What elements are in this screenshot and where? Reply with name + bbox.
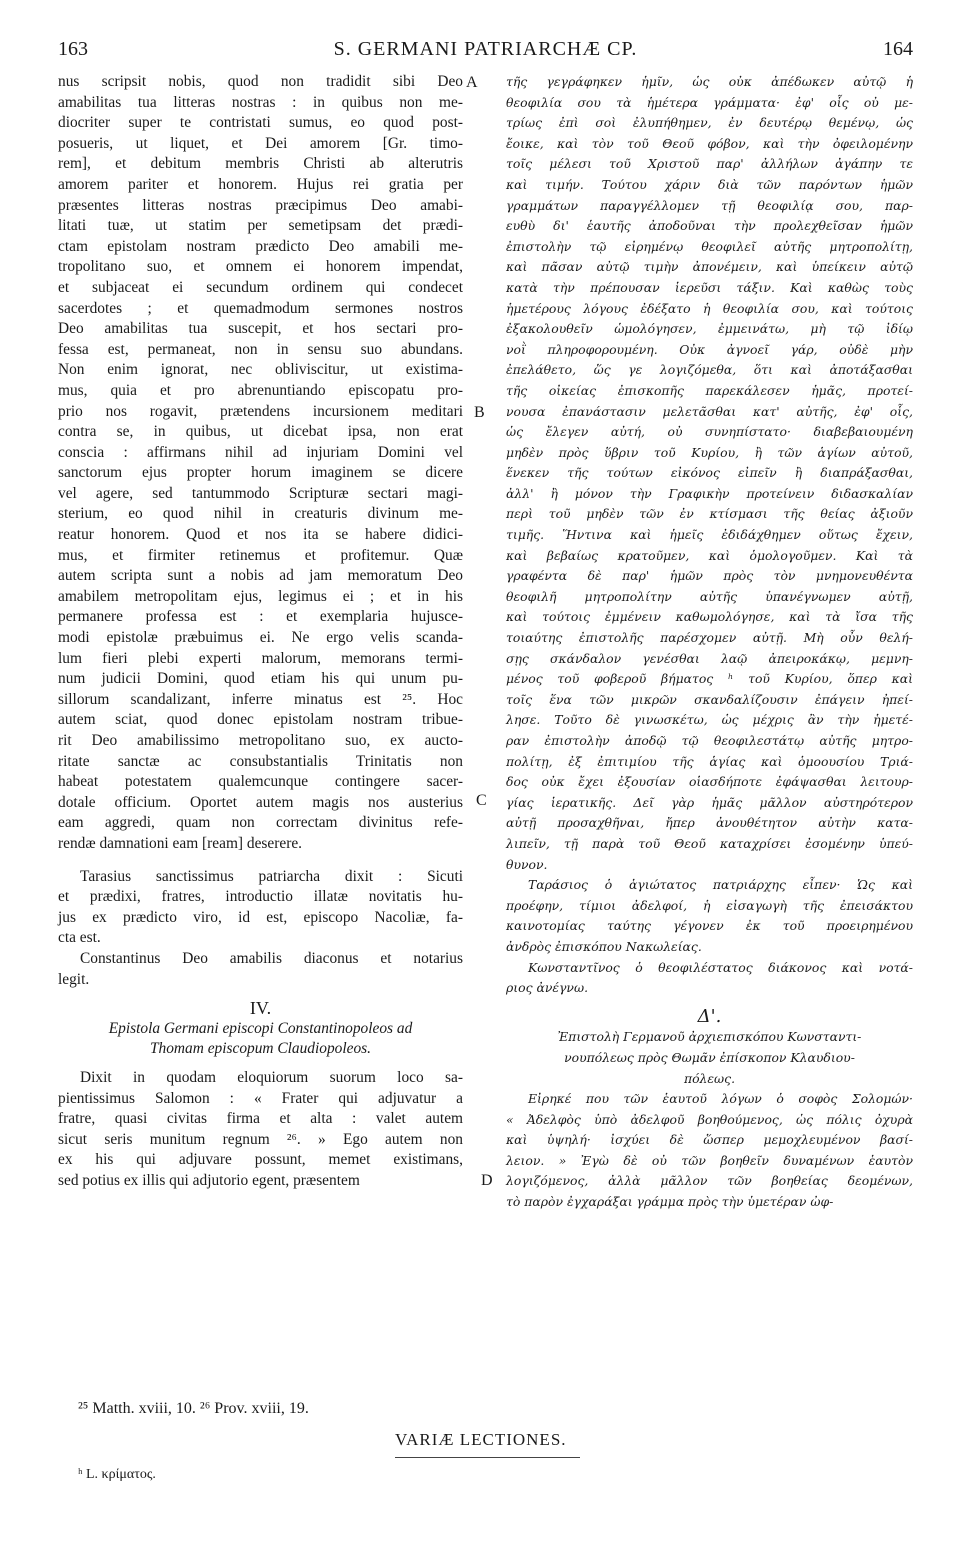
margin-letter-c: C (476, 792, 487, 809)
text-line: Dixit in quodam eloquiorum suorum loco sa- (80, 1068, 463, 1086)
text-line: ἀνδρὸς ἐπισκόπου Νακωλείας. (506, 938, 702, 954)
section-gap (58, 1060, 463, 1068)
text-line: dotale officium. Oportet autem magis nos austerius (58, 793, 463, 811)
text-line: ραν ἐπιστολὴν ἀποδῷ τῷ θεοφιλεστάτῳ αὐτῆς μητρο- (506, 733, 913, 748)
heading-rule (395, 1457, 580, 1458)
text-line: cta est. (58, 929, 101, 947)
margin-letter-a: A (466, 74, 478, 91)
text-line: τοιαύτης ἐπιστολῆς παρέσχομεν αὐτῇ. Μὴ οὖν θελή- (506, 630, 913, 646)
text-line: τὸ παρὸν ἐγχαράξαι γράμμα πρὸς τὴν ὑμετέραν ὠφ- (506, 1194, 834, 1210)
text-line: τῆς οἰκείας ἐπισκοπῆς παρεκάλεσεν ἡμᾶς, προτεί- (506, 382, 913, 398)
text-line: θεοφιλία σου τὰ ἡμέτερα γράμματα· ἐφ' οἷς οὐ με- (506, 94, 913, 110)
running-header (58, 38, 913, 64)
section-number: Δ'. (697, 1005, 722, 1027)
text-line: γραμμάτων παραγγέλλομεν τῇ θεοφιλίᾳ σου, παρ- (506, 197, 913, 213)
text-line: reatur honorem. Quod et nos ita se habere didici- (58, 526, 463, 544)
text-line: conscia : affirmans nihil ad injuriam Domini vel (58, 443, 463, 461)
text-line: mus, quia et pro abrenuntiando episcopatu pro- (58, 381, 463, 399)
text-line: ex his qui adjuvare possunt, memet existimans, (58, 1151, 463, 1169)
section-heading-line: πόλεως. (683, 1070, 736, 1086)
text-line: λιπεῖν, τῇ παρὰ τοῦ Θεοῦ καταχρίσει ἐσομένην ὑπεύ- (506, 835, 913, 851)
text-line: τιμῆς. Ἥντινα καὶ ἡμεῖς ἐδιδάχθημεν οὕτως ἔχειν, (506, 527, 913, 543)
text-line: δος οὐκ ἔχει ἐξουσίαν οἱασδήποτε ἐφάψασθαι λειτουρ- (506, 774, 913, 790)
text-line: sterium, eo quod nihil in creaturis divinum me- (58, 505, 463, 523)
text-line: πολίτῃ, ἐξ ἐπιτιμίου τῆς ἁγίας καὶ ὁμοουσίου Τριά- (506, 753, 913, 769)
text-line: τρίως ἐπὶ σοὶ ἐλυπήθημεν, ἐν δευτέρῳ θεμένῳ, ὡς (506, 115, 913, 131)
text-line: autem scripta sunt a nobis ad jam memoratum Deo (58, 567, 463, 585)
text-line: ἀλλ' ἢ μόνον τὴν Γραφικὴν προτείνειν διδασκαλίαν (506, 485, 913, 501)
text-line: αὐτῇ προσαχθῆναι, ἤπερ ἀνουθέτητον αὐτὴν κατα- (506, 815, 913, 831)
text-line: λειον. » Ἐγὼ δὲ οὐ τῶν βοηθεῖν δυναμένων ἑαυτὸν (506, 1152, 913, 1168)
text-line: rem], et debitum membris Christi ab alterutris (58, 155, 463, 173)
text-line: autem sciat, quod donec epistolam nostram tribue- (58, 711, 463, 729)
text-line: Tarasius sanctissimus patriarcha dixit : Sicuti (80, 867, 463, 885)
text-line: Κωνσταντῖνος ὁ θεοφιλέστατος διάκονος καὶ νοτά- (528, 959, 913, 975)
text-line: γίας ἱερατικῆς. Δεῖ γὰρ ἡμᾶς μᾶλλον αὐστηρότερον (506, 794, 913, 810)
section-number: IV. (249, 998, 272, 1019)
text-line: sicut seris munitum regnum ²⁶. » Ego autem non (58, 1130, 463, 1148)
text-line: vel agere, sed tantummodo Scripturæ sectari magi- (58, 484, 463, 502)
text-line: Non enim ignorat, nec obliviscitur, ut existima- (58, 361, 463, 379)
text-line: μηδὲν πρὸς ὕβριν τοῦ Κυρίου, ἢ τῶν ἁγίων αὐτοῦ, (506, 444, 913, 460)
text-line: καὶ πᾶσαν αὐτῷ τιμὴν ἀπονέμειν, καὶ ὑπείκειν αὐτῷ (506, 259, 913, 275)
text-line: nus scripsit nobis, quod non tradidit sibi Deo (58, 73, 463, 90)
text-line: Εἰρηκέ που τῶν ἑαυτοῦ λόγων ὁ σοφὸς Σολομών· (528, 1091, 913, 1107)
text-line: θεοφιλῆ μητροπολίτην αὐτῆς ὑπανέγνωμεν αὐτῇ, (506, 588, 913, 604)
text-line: κατὰ τὴν πρέπουσαν ἱερεῦσι τάξιν. Καὶ καθὼς τοὺς (506, 279, 913, 295)
text-line: τῆς γεγράφηκεν ἡμῖν, ὡς οὐκ ἀπέδωκεν αὐτῷ ἡ (506, 74, 913, 89)
page-number-right: 164 (883, 38, 913, 60)
text-line: τοῖς ἕνα τῶν μικρῶν σκανδαλίζουσιν ἐπάγειν ἠπεί- (506, 691, 913, 707)
text-line: sed potius ex illis qui adjutorio egent, præsentem (58, 1171, 360, 1189)
text-line: καινοτομίας ταύτης γέγονεν ἐκ τοῦ προειρημένου (506, 918, 913, 934)
text-line: ἔοικε, καὶ τὸν τοῦ Θεοῦ φόβον, καὶ τὴν ὀφειλομένην (506, 135, 913, 151)
text-line: prio nos rogavit, prætendens incursionem meditari (58, 402, 463, 420)
variae-lectiones-heading: VARIÆ LECTIONES. (395, 1430, 567, 1449)
text-line: pientissimus Salomon : « Frater qui adjuvatur a (58, 1089, 463, 1107)
text-line: amabilitas tua litteras nostras : in quibus non me- (58, 93, 463, 111)
margin-letter-d: D (481, 1172, 493, 1189)
text-line: καὶ τιμήν. Τούτου χάριν διὰ τῶν παρόντων ἡμῶν (506, 176, 913, 192)
text-line: præsentes litteras nostras præcipimus Deo amabi- (58, 196, 463, 214)
section-heading-line: Epistola Germani episcopi Constantinopoleos ad (108, 1019, 413, 1037)
text-line: περὶ τοῦ μηδὲν τῶν ἐν κτίσμασι τῆς θείας ἀξιοῦν (506, 506, 913, 522)
text-line: ctam epistolam nostram prædicto Deo amabili me- (58, 237, 463, 255)
text-line: fratre, quasi civitas firma et alta : valet autem (58, 1110, 463, 1128)
text-line: καὶ βεβαίως κρατοῦμεν, καὶ ὁμολογοῦμεν. Καὶ τὰ (506, 547, 913, 563)
text-line: προέφην, τίμιοι ἀδελφοί, ἡ εἰσαγωγὴ τῆς ἐπεισάκτου (506, 897, 913, 913)
text-line: καὶ τούτοις ἐμμένειν καθωμολόγησε, καὶ τὰ ἴσα τῆς (506, 609, 913, 625)
text-line: ἐπελάθετο, ὥς γε λογιζόμεθα, ὅτι καὶ ἀποτάξασθαι (506, 362, 913, 378)
text-line: sillorum scandalizant, inferre minatus est ²⁵. Hoc (58, 690, 463, 708)
text-line: et subjaceat ei secundum ordinem qui condecet (58, 278, 463, 296)
text-line: ριος ἀνέγνω. (506, 980, 589, 996)
text-line: eam aggredi, quam non correctam divinitus refe- (58, 814, 463, 832)
text-line: ἐπιστολὴν τῷ εἰρημένῳ θεοφιλεῖ αὐτῆς μητροπολίτῃ, (506, 238, 913, 254)
text-line: legit. (58, 970, 90, 988)
text-line: amorem pariter et honorem. Hujus rei gratia per (58, 175, 463, 193)
text-line: ευθὺ δι' ἑαυτῆς ἀποδοῦναι τὴν προλεχθεῖσαν ἡμῶν (506, 218, 913, 234)
text-line: Constantinus Deo amabilis diaconus et notarius (80, 949, 463, 967)
text-line: modi epistolæ præbuimus ei. Ne ergo velis scanda- (58, 629, 463, 647)
text-line: ὡς ἔλεγεν αὐτή, οὐ συνηπίστατο· διαβεβαιουμένη (506, 424, 913, 440)
text-line: litati tuæ, ut statim per semetipsam det prædi- (58, 217, 463, 235)
text-line: μένος τοῦ φοβεροῦ βήματος ʰ τοῦ Κυρίου, ὅπερ καὶ (506, 671, 913, 687)
greek-column (506, 72, 913, 1213)
text-line: mus, et firmiter retinemus et profitemur. Quæ (58, 546, 463, 564)
section-gap (58, 990, 463, 998)
text-line: lum fieri plebi experti malorum, memorans termi- (58, 649, 463, 667)
text-line: permanere professa est : et exemplaria hujusce- (58, 608, 463, 626)
variant-reading: ʰ L. κρίματος. (78, 1467, 156, 1482)
text-line: σῃς σκάνδαλον γενέσθαι λαῷ ἀπειροκάκῳ, μεμνη- (506, 650, 913, 666)
paragraph-gap (58, 855, 463, 867)
text-line: θυνον. (506, 856, 548, 872)
margin-letter-b: B (474, 404, 485, 421)
text-line: sacerdotes ; et quemadmodum sermones nostros (58, 299, 463, 317)
text-line: ritate sanctæ ac consubstantialis Trinitatis non (58, 752, 463, 770)
text-line: rendæ damnationi eam [ream] deserere. (58, 834, 302, 852)
text-line: λησε. Τοῦτο δὲ γινωσκέτω, ὡς μέχρις ἂν τὴν ἡμετέ- (506, 712, 913, 728)
footnotes: ²⁵ Matth. xviii, 10. ²⁶ Prov. xviii, 19. (78, 1400, 309, 1417)
text-line: num judicii Domini, quod etiam his qui unum pu- (58, 670, 463, 688)
running-title: S. GERMANI PATRIARCHÆ CP. (333, 38, 638, 60)
text-line: καὶ ὑψηλή· ἰσχύει δὲ ὥσπερ μεμοχλευμένον βασί- (506, 1132, 913, 1148)
text-line: ἐξακολουθεῖν ὡμολόγησεν, ἐμμεινάτω, μὴ τῷ ἰδίῳ (506, 321, 913, 337)
text-line: habeat potestatem qualemcunque contingere sacer- (58, 773, 463, 791)
text-line: et prædixi, fratres, introductio illatæ novitatis hu- (58, 888, 463, 906)
text-line: « Ἀδελφὸς ὑπὸ ἀδελφοῦ βοηθούμενος, ὡς πόλις ὀχυρὰ (506, 1111, 913, 1127)
text-line: Ταράσιος ὁ ἁγιώτατος πατριάρχης εἶπεν· Ὡς καὶ (528, 877, 913, 893)
text-line: νουσα ἐπανάστασιν μελετᾶσθαι κατ' αὐτῆς, ἐφ' οἷς, (506, 403, 913, 419)
text-line: Deo amabilitas tua suscepit, et hos sectari pro- (58, 320, 463, 338)
page-number-left: 163 (58, 38, 88, 60)
text-line: contra se, in quibus, ut dicebat ipsa, non erat (58, 423, 463, 441)
text-line: ἡμετέρους λόγους ἐδέξατο ἡ θεοφιλία σου, καὶ τούτοις (506, 300, 913, 316)
text-line: tropolitano suo, et omnem ei honorem impendat, (58, 258, 463, 276)
latin-column (58, 72, 463, 1191)
text-line: λογιζόμενος, ἀλλὰ μᾶλλον τῶν βοηθείας δεομένων, (506, 1173, 913, 1189)
section-heading-line: Ἐπιστολὴ Γερμανοῦ ἀρχιεπισκόπου Κωνσταντι- (557, 1029, 862, 1045)
section-heading-line: νουπόλεως πρὸς Θωμᾶν ἐπίσκοπον Κλαυδιου- (564, 1049, 855, 1065)
text-line: τοῖς μέλεσι τοῦ Χριστοῦ παρ' ἀλλήλων ἀγάπην τε (506, 156, 913, 172)
text-line: fessa est, permaneat, non in sensu suo abundans. (58, 340, 463, 358)
text-line: sanctorum ejus propter horum imaginem se dicere (58, 464, 463, 482)
text-line: posueris, ut liquet, et Dei amorem [Gr. timo- (58, 134, 463, 152)
text-line: rit Deo amabilissimo metropolitano suo, ex aucto- (58, 732, 463, 749)
text-line: ἕνεκεν τῆς τούτων εἰκόνος εἰπεῖν ἢ διαπράξασθαι, (506, 465, 913, 481)
text-line: γραφέντα δὲ παρ' ἡμῶν πρὸς τὸν μνημονευθέντα (506, 568, 913, 584)
text-line: νοῒ πληροφορουμένη. Οὐκ ἀγνοεῖ γάρ, οὐδὲ μὴν (506, 341, 913, 357)
text-line: jus ex prædicto viro, id est, episcopo Nacoliæ, fa- (58, 908, 463, 926)
text-line: diocriter super te contristati sumus, eo quod post- (58, 114, 463, 132)
text-line: amabilem metropolitam ejus, legimus ei ; et in his (58, 587, 463, 605)
section-heading-line: Thomam episcopum Claudiopoleos. (149, 1040, 372, 1058)
